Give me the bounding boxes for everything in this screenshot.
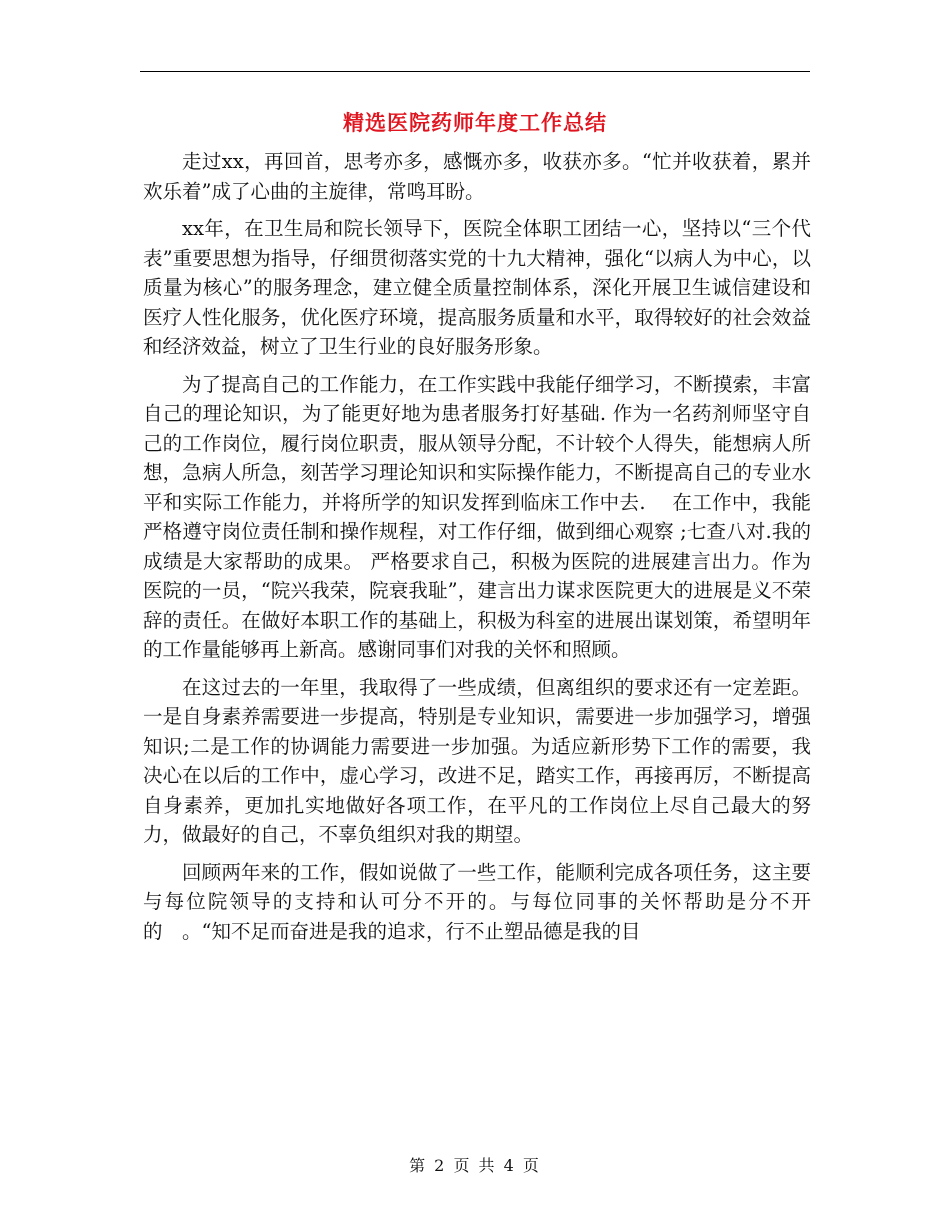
paragraph-3: 为了提高自己的工作能力，在工作实践中我能仔细学习，不断摸索，丰富自己的理论知识，为了能更好地为患者服务打好基础. 作为一名药剂师坚守自己的工作岗位，履行岗位职责，服从领导分配，不计较个人得失，能想病人所想，急病人所急，刻苦学习理论知识和实际操作能力，不断提高自己的专业水平和实际工作能力，并将所学的知识发挥到临床工作中去. 在工作中，我能严格遵守岗位责任制和操作规程，对工作仔细，做到细心观察 ;七查八对.我的成绩是大家帮助的成果。 严格要求自己，积极为医院的进展建言出力。作为医院的一员，“院兴我荣，院衰我耻”，建言出力谋求医院更大的进展是义不荣辞的责任。在做好本职工作的基础上，积极为科室的进展出谋划策，希望明年的工作量能够再上新高。感谢同事们对我的关怀和照顾。 [143, 372, 811, 661]
paragraph-5: 回顾两年来的工作，假如说做了一些工作，能顺利完成各项任务，这主要与每位院领导的支持和认可分不开的。与每位同事的关怀帮助是分不开的 。“知不足而奋进是我的追求，行不止塑品德是我的目 [143, 860, 811, 943]
paragraph-1: 走过xx，再回首，思考亦多，感慨亦多，收获亦多。“忙并收获着，累并欢乐着”成了心曲的主旋律，常鸣耳盼。 [143, 150, 811, 203]
paragraph-4: 在这过去的一年里，我取得了一些成绩，但离组织的要求还有一定差距。一是自身素养需要进一步提高，特别是专业知识，需要进一步加强学习，增强知识;二是工作的协调能力需要进一步加强。为适应新形势下工作的需要，我决心在以后的工作中，虚心学习，改进不足，踏实工作，再接再厉，不断提高自身素养，更加扎实地做好各项工作，在平凡的工作岗位上尽自己最大的努力，做最好的自己，不辜负组织对我的期望。 [143, 675, 811, 846]
header-rule [140, 71, 810, 72]
paragraph-2: xx年，在卫生局和院长领导下，医院全体职工团结一心，坚持以“三个代表”重要思想为指导，仔细贯彻落实党的十九大精神，强化“以病人为中心，以质量为核心”的服务理念，建立健全质量控制体系，深化开展卫生诚信建设和医疗人性化服务，优化医疗环境，提高服务质量和水平，取得较好的社会效益和经济效益，树立了卫生行业的良好服务形象。 [143, 217, 811, 358]
document-title: 精选医院药师年度工作总结 [343, 110, 607, 135]
page-number-footer: 第 2 页 共 4 页 [409, 1156, 541, 1175]
document-body [143, 147, 811, 954]
